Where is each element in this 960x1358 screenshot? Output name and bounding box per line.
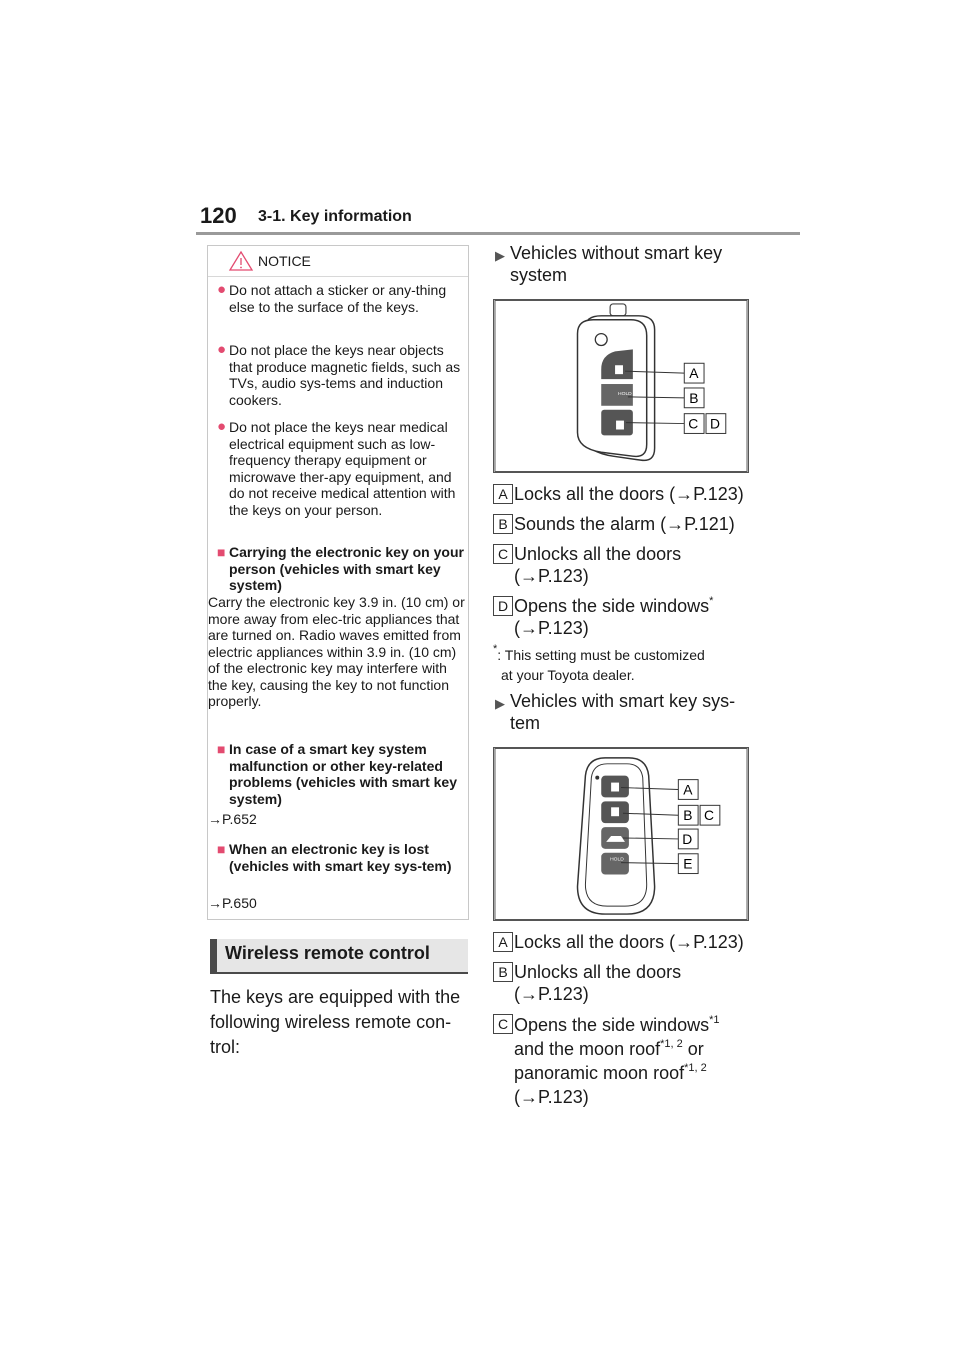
arrow-icon: → bbox=[208, 811, 222, 827]
notice-bullet: ● Do not place the keys near medical electrical equipment such as low-frequency therapy equipment or microwave ther-apy equipment, and do not receive medical attention with the keys on your person. bbox=[217, 418, 456, 518]
legend-item: Unlocks all the doors (→P.123) bbox=[514, 962, 682, 1004]
legend-item: Opens the side windows* (→P.123) bbox=[514, 595, 714, 638]
fig-label-d: D bbox=[709, 415, 720, 432]
legend-letter: A bbox=[493, 484, 513, 504]
fig-label-e: E bbox=[683, 855, 693, 872]
bullet-icon: ● bbox=[217, 418, 227, 435]
arrow-icon: → bbox=[520, 566, 538, 586]
section-heading-rule bbox=[210, 972, 468, 974]
notice-bullet: ● Do not place the keys near objects that produce magnetic fields, such as TVs, audio sys-tems and induction cookers. bbox=[217, 341, 461, 408]
arrow-icon: → bbox=[666, 514, 685, 534]
legend-letter: B bbox=[493, 962, 513, 982]
page-ref-link[interactable]: P.123) bbox=[538, 566, 589, 586]
key-figure-with-smart bbox=[493, 747, 749, 921]
legend-item: Opens the side windows$^{*1}$ and the moon roof$^{*1, 2}$ or panoramic moon roof$^{*1, 2}$ (→P.123) bbox=[514, 1014, 720, 1107]
hold-label: HOLD bbox=[618, 391, 632, 397]
square-bullet-icon: ■ bbox=[217, 741, 226, 757]
page-ref-link[interactable]: P.123) bbox=[693, 484, 744, 504]
page-ref-link[interactable]: P.123) bbox=[538, 984, 589, 1004]
intro-text: The keys are equipped with the following wireless remote con-trol: bbox=[210, 987, 461, 1057]
bullet-icon: ● bbox=[217, 341, 227, 358]
section-title: 3-1. Key information bbox=[258, 208, 412, 225]
arrow-icon: → bbox=[520, 1087, 538, 1107]
notice-header bbox=[208, 246, 468, 277]
legend-letter: A bbox=[493, 932, 513, 952]
legend-item: Locks all the doors (→P.123) bbox=[514, 932, 744, 952]
hold-label: HOLD bbox=[610, 857, 624, 863]
arrow-icon: → bbox=[208, 895, 222, 911]
subheading-with-smart: Vehicles with smart key sys- tem bbox=[510, 691, 736, 733]
notice-box bbox=[207, 245, 469, 920]
footnote: *: This setting must be customized at your Toyota dealer. bbox=[493, 643, 705, 683]
fig-label-c: C bbox=[704, 807, 715, 824]
lost-heading: ■ When an electronic key is lost (vehicles with smart key sys-tem) bbox=[217, 841, 452, 874]
square-bullet-icon: ■ bbox=[217, 544, 226, 560]
fig-label-c: C bbox=[688, 415, 699, 432]
malfunction-ref[interactable]: →P.652 bbox=[208, 811, 257, 827]
legend-item: Locks all the doors (→P.123) bbox=[514, 484, 744, 504]
fig-label-d: D bbox=[682, 830, 693, 847]
legend-item: Unlocks all the doors (→P.123) bbox=[514, 544, 682, 586]
triangle-bullet-icon: ▶ bbox=[495, 248, 505, 263]
fig-label-a: A bbox=[683, 781, 693, 798]
arrow-icon: → bbox=[675, 484, 694, 504]
subheading-without-smart: Vehicles without smart key system bbox=[510, 243, 723, 285]
fig-label-a: A bbox=[689, 365, 699, 382]
warning-icon bbox=[228, 250, 254, 272]
fig-label-b: B bbox=[689, 389, 699, 406]
carry-text: Carry the electronic key 3.9 in. (10 cm) or more away from elec-tric appliances that are turned on. Radio waves emitted from electric appliances within 3.9 in. (10 cm) of the electronic key may interfere with the key, causing the key to not function properly. bbox=[208, 594, 465, 709]
malfunction-heading: ■ In case of a smart key system malfunction or other key-related problems (vehicles with smart key system) bbox=[217, 741, 457, 807]
legend-letter: D bbox=[493, 596, 513, 616]
page-number: 120 bbox=[200, 203, 237, 228]
page-ref-link[interactable]: P.123) bbox=[538, 1087, 589, 1107]
notice-title: NOTICE bbox=[258, 253, 311, 269]
section-heading: Wireless remote control bbox=[210, 939, 468, 973]
fig-label-b: B bbox=[683, 807, 693, 824]
square-bullet-icon: ■ bbox=[217, 841, 226, 857]
page-ref-link[interactable]: P.121) bbox=[684, 514, 735, 534]
key-figure-without-smart bbox=[493, 299, 749, 473]
triangle-bullet-icon: ▶ bbox=[495, 696, 505, 711]
page-ref-link[interactable]: P.123) bbox=[538, 618, 589, 638]
lost-ref[interactable]: →P.650 bbox=[208, 895, 257, 911]
bullet-icon: ● bbox=[217, 281, 227, 298]
arrow-icon: → bbox=[520, 984, 538, 1004]
header-rule bbox=[196, 232, 800, 235]
legend-letter: C bbox=[493, 1014, 513, 1034]
legend-item: Sounds the alarm (→P.121) bbox=[514, 514, 735, 534]
carry-heading: ■ Carrying the electronic key on your person (vehicles with smart key system) bbox=[217, 544, 464, 593]
legend-letter: B bbox=[493, 514, 513, 534]
legend-letter: C bbox=[493, 544, 513, 564]
page-ref-link[interactable]: P.123) bbox=[693, 932, 744, 952]
arrow-icon: → bbox=[520, 618, 538, 638]
notice-bullet: ● Do not attach a sticker or any-thing else to the surface of the keys. bbox=[217, 281, 447, 315]
arrow-icon: → bbox=[675, 932, 694, 952]
